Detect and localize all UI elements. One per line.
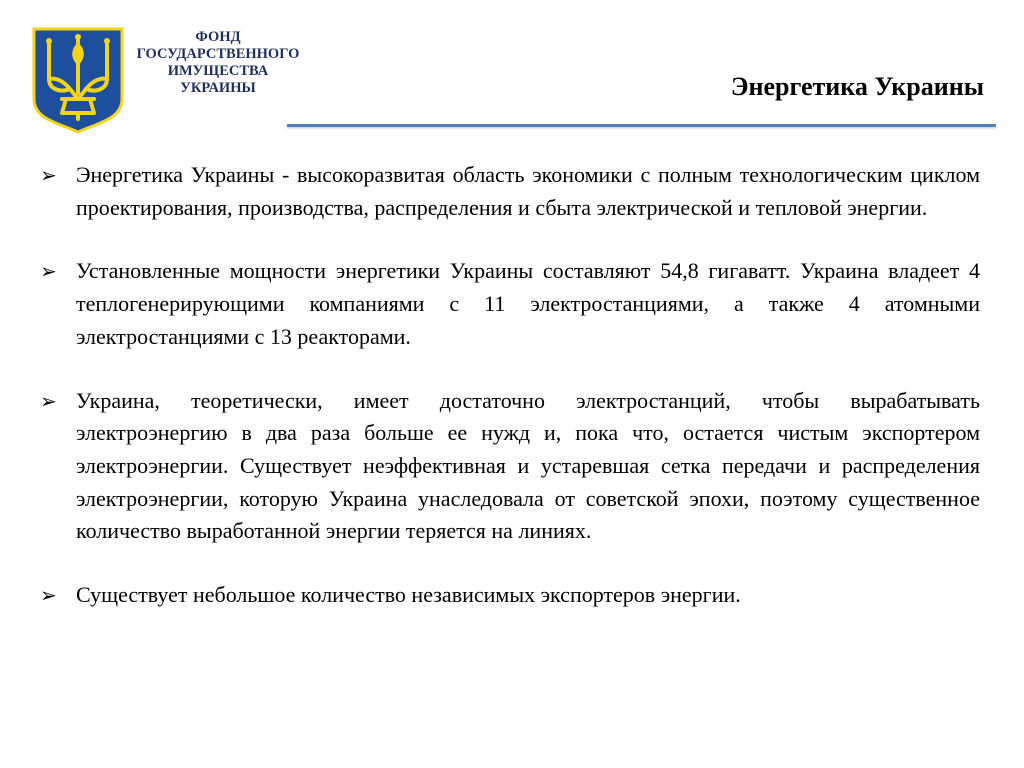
list-item-text: Энергетика Украины - высокоразвитая область экономики с полным технологическим циклом проектирования, производства, распределения и сбыта электрической и тепловой энергии.: [76, 162, 980, 220]
list-item-text: Украина, теоретически, имеет достаточно электростанций, чтобы вырабатывать электроэнергию в два раза больше ее нужд и, пока что, остается чистым экспортером электроэнергии. Существует неэффективная и устаревшая сетка передачи и распределения электроэнергии, которую Украина унаследовала от советской эпохи, поэтому существенное количество выработанной энергии теряется на линиях.: [76, 387, 980, 544]
list-item: [40, 255, 980, 353]
org-line: ИМУЩЕСТВА: [167, 63, 269, 79]
list-item: [40, 159, 980, 224]
list-item-text: Установленные мощности энергетики Украины составляют 54,8 гигаватт. Украина владеет 4 теплогенерирующими компаниями с 11 электростанциями, а также 4 атомными электростанциями с 13 реакторами.: [76, 258, 980, 349]
trident-coat-of-arms-icon: [32, 27, 124, 134]
organization-name: [118, 29, 318, 97]
list-item: [40, 579, 980, 612]
arrow-bullet-icon: ➢: [40, 585, 57, 608]
arrow-bullet-icon: ➢: [40, 390, 57, 413]
org-line: УКРАИНЫ: [180, 80, 256, 96]
arrow-bullet-icon: ➢: [40, 261, 57, 284]
org-line: ГОСУДАРСТВЕННОГО: [136, 46, 300, 62]
list-item: [40, 385, 980, 549]
title-divider-shadow: [287, 127, 996, 130]
arrow-bullet-icon: ➢: [40, 165, 57, 187]
page-title: Энергетика Украины: [730, 72, 984, 101]
bullet-list: [40, 159, 980, 643]
org-line: ФОНД: [195, 29, 241, 45]
list-item-text: Существует небольшое количество независимых экспортеров энергии.: [76, 582, 741, 608]
